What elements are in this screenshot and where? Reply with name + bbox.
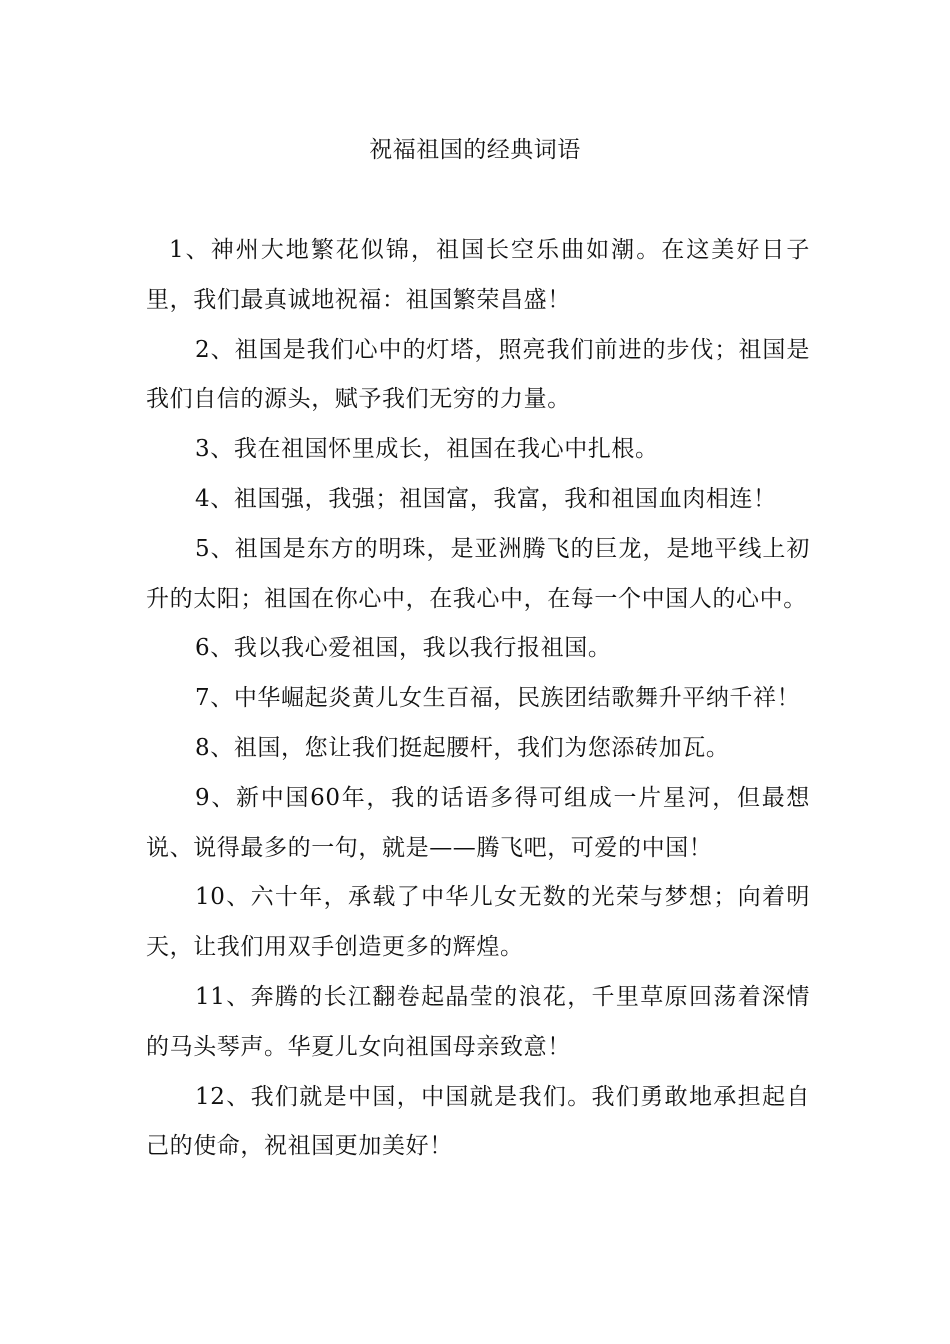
paragraph-4: 4、祖国强，我强；祖国富，我富，我和祖国血肉相连！ [195,485,777,512]
paragraph-5: 5、祖国是东方的明珠，是亚洲腾飞的巨龙，是地平线上初升的太阳；祖国在你心中，在我心中，在每一个中国人的心中。 [146,535,810,612]
paragraph-1: 1、神州大地繁花似锦，祖国长空乐曲如潮。在这美好日子里，我们最真诚地祝福：祖国繁荣昌盛！ [146,237,810,313]
document-body [146,226,810,1172]
paragraph-2: 2、祖国是我们心中的灯塔，照亮我们前进的步伐；祖国是我们自信的源头，赋予我们无穷的力量。 [146,336,810,413]
paragraph-9: 9、新中国60年，我的话语多得可组成一片星河，但最想说、说得最多的一句，就是——腾飞吧，可爱的中国！ [146,784,810,861]
paragraph-11: 11、奔腾的长江翻卷起晶莹的浪花，千里草原回荡着深情的马头琴声。华夏儿女向祖国母亲致意！ [146,983,810,1060]
paragraph-10: 10、六十年，承载了中华儿女无数的光荣与梦想；向着明天，让我们用双手创造更多的辉煌。 [146,884,810,961]
paragraph-3: 3、我在祖国怀里成长，祖国在我心中扎根。 [195,436,659,463]
paragraph-7: 7、中华崛起炎黄儿女生百福，民族团结歌舞升平纳千祥！ [195,685,801,712]
paragraph-8: 8、祖国，您让我们挺起腰杆，我们为您添砖加瓦。 [195,734,730,761]
document-title: 祝福祖国的经典词语 [369,137,581,163]
paragraph-12: 12、我们就是中国，中国就是我们。我们勇敢地承担起自己的使命，祝祖国更加美好！ [146,1083,810,1160]
paragraph-6: 6、我以我心爱祖国，我以我行报祖国。 [195,635,612,662]
